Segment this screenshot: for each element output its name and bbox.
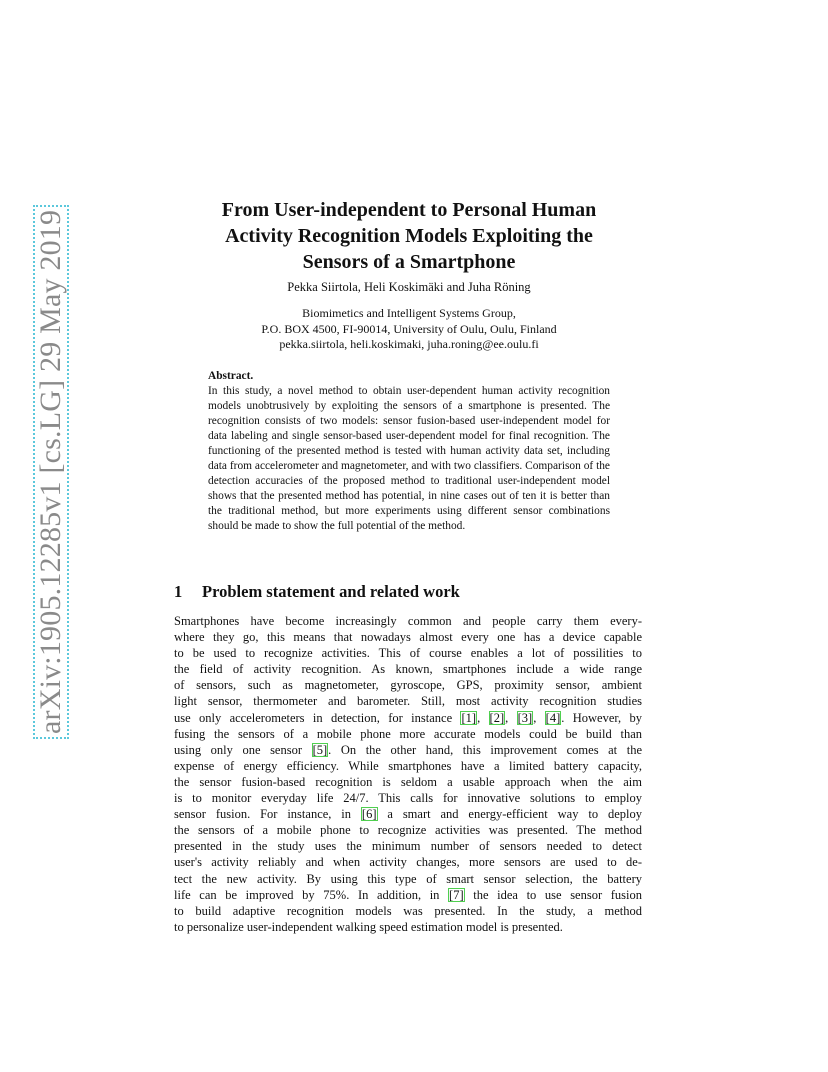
affiliation-line: P.O. BOX 4500, FI-90014, University of Oulu, Oulu, Finland xyxy=(261,321,557,336)
body-line: presented in the study uses the minimum number of sensors needed to detect xyxy=(174,839,642,854)
body-line: life can be improved by 75%. In addition, in [7] the idea to use sensor fusion xyxy=(174,887,642,902)
citation-link[interactable]: [1] xyxy=(461,710,477,725)
paper-title xyxy=(170,197,648,275)
body-line: fusing the sensors of a mobile phone more accurate models could be build than xyxy=(174,726,642,741)
body-line: of sensors, such as magnetometer, gyroscope, GPS, proximity sensor, ambient xyxy=(174,678,642,693)
title-line: Activity Recognition Models Exploiting the xyxy=(225,225,593,247)
body-line: the sensors of a mobile phone to recognize activities was presented. The method xyxy=(174,823,642,838)
body-line: where they go, this means that nowadays almost every one has a device capable xyxy=(174,630,642,645)
citation-link[interactable]: [2] xyxy=(489,710,505,725)
citation-link[interactable]: [6] xyxy=(361,807,377,822)
body-line: Smartphones have become increasingly common and people carry them every- xyxy=(174,614,642,628)
affiliation-block xyxy=(170,306,648,353)
section-heading xyxy=(174,582,460,602)
body-line: tect the new activity. By using this type of smart sensor selection, the battery xyxy=(174,871,642,886)
body-line: to personalize user-independent walking speed estimation model is presented. xyxy=(174,919,563,934)
author-list: Pekka Siirtola, Heli Koskimäki and Juha Röning xyxy=(287,280,531,294)
body-line: is to monitor everyday life 24/7. This calls for innovative solutions to employ xyxy=(174,791,642,806)
body-line: the sensor fusion-based recognition is seldom a usable approach when the aim xyxy=(174,774,642,789)
section-number: 1 xyxy=(174,582,183,601)
body-line: light sensor, thermometer and barometer. Still, most activity recognition studies xyxy=(174,694,642,709)
arxiv-identifier-stamp: arXiv:1905.12285v1 [cs.LG] 29 May 2019 xyxy=(34,209,67,734)
body-line: to be used to recognize activities. This of course enables a lot of possilities to xyxy=(174,646,642,661)
body-line: the field of activity recognition. As known, smartphones include a wide range xyxy=(174,662,642,677)
body-line: user's activity reliably and when activity changes, more sensors are used to de- xyxy=(174,855,642,870)
body-line: using only one sensor [5]. On the other hand, this improvement comes at the xyxy=(174,742,642,757)
citation-link[interactable]: [7] xyxy=(449,887,464,902)
body-paragraph xyxy=(174,613,642,935)
body-line: sensor fusion. For instance, in [6] a smart and energy-efficient way to deploy xyxy=(174,807,642,822)
title-line: Sensors of a Smartphone xyxy=(302,251,516,273)
abstract-heading: Abstract. xyxy=(208,370,254,382)
abstract xyxy=(208,369,610,534)
citation-link[interactable]: [4] xyxy=(545,710,561,725)
section-title: Problem statement and related work xyxy=(202,582,460,601)
affiliation-emails: pekka.siirtola, heli.koskimaki, juha.roning@ee.oulu.fi xyxy=(279,337,539,351)
body-line: expense of energy efficiency. While smartphones have a limited battery capacity, xyxy=(174,758,642,773)
citation-link[interactable]: [3] xyxy=(517,710,533,725)
body-line: to build adaptive recognition models was presented. In the study, a method xyxy=(174,903,642,918)
citation-link[interactable]: [5] xyxy=(312,742,328,757)
body-line: use only accelerometers in detection, for instance [1], [2], [3], [4]. However, by xyxy=(174,710,642,725)
abstract-text: In this study, a novel method to obtain user-dependent human activity recognition models unobtrusively by exploiting the sensors of a smartphone is presented. The recognition consists of two models: sensor fusion-based user-independent model for data labeling and single sensor-based user-dependent model for final recognition. The functioning of the presented method is tested with human activity data set, including data from accelerometer and magnetometer, and with two classifiers. Comparison of the detection accuracies of the proposed method to traditional user-independent model shows that the presented method has potential, in nine cases out of ten it is better than the traditional method, but more experiments using different sensor combinations should be made to show the full potential of the method. xyxy=(208,385,610,532)
title-line: From User-independent to Personal Human xyxy=(221,199,597,221)
affiliation-line: Biomimetics and Intelligent Systems Group, xyxy=(302,306,516,320)
